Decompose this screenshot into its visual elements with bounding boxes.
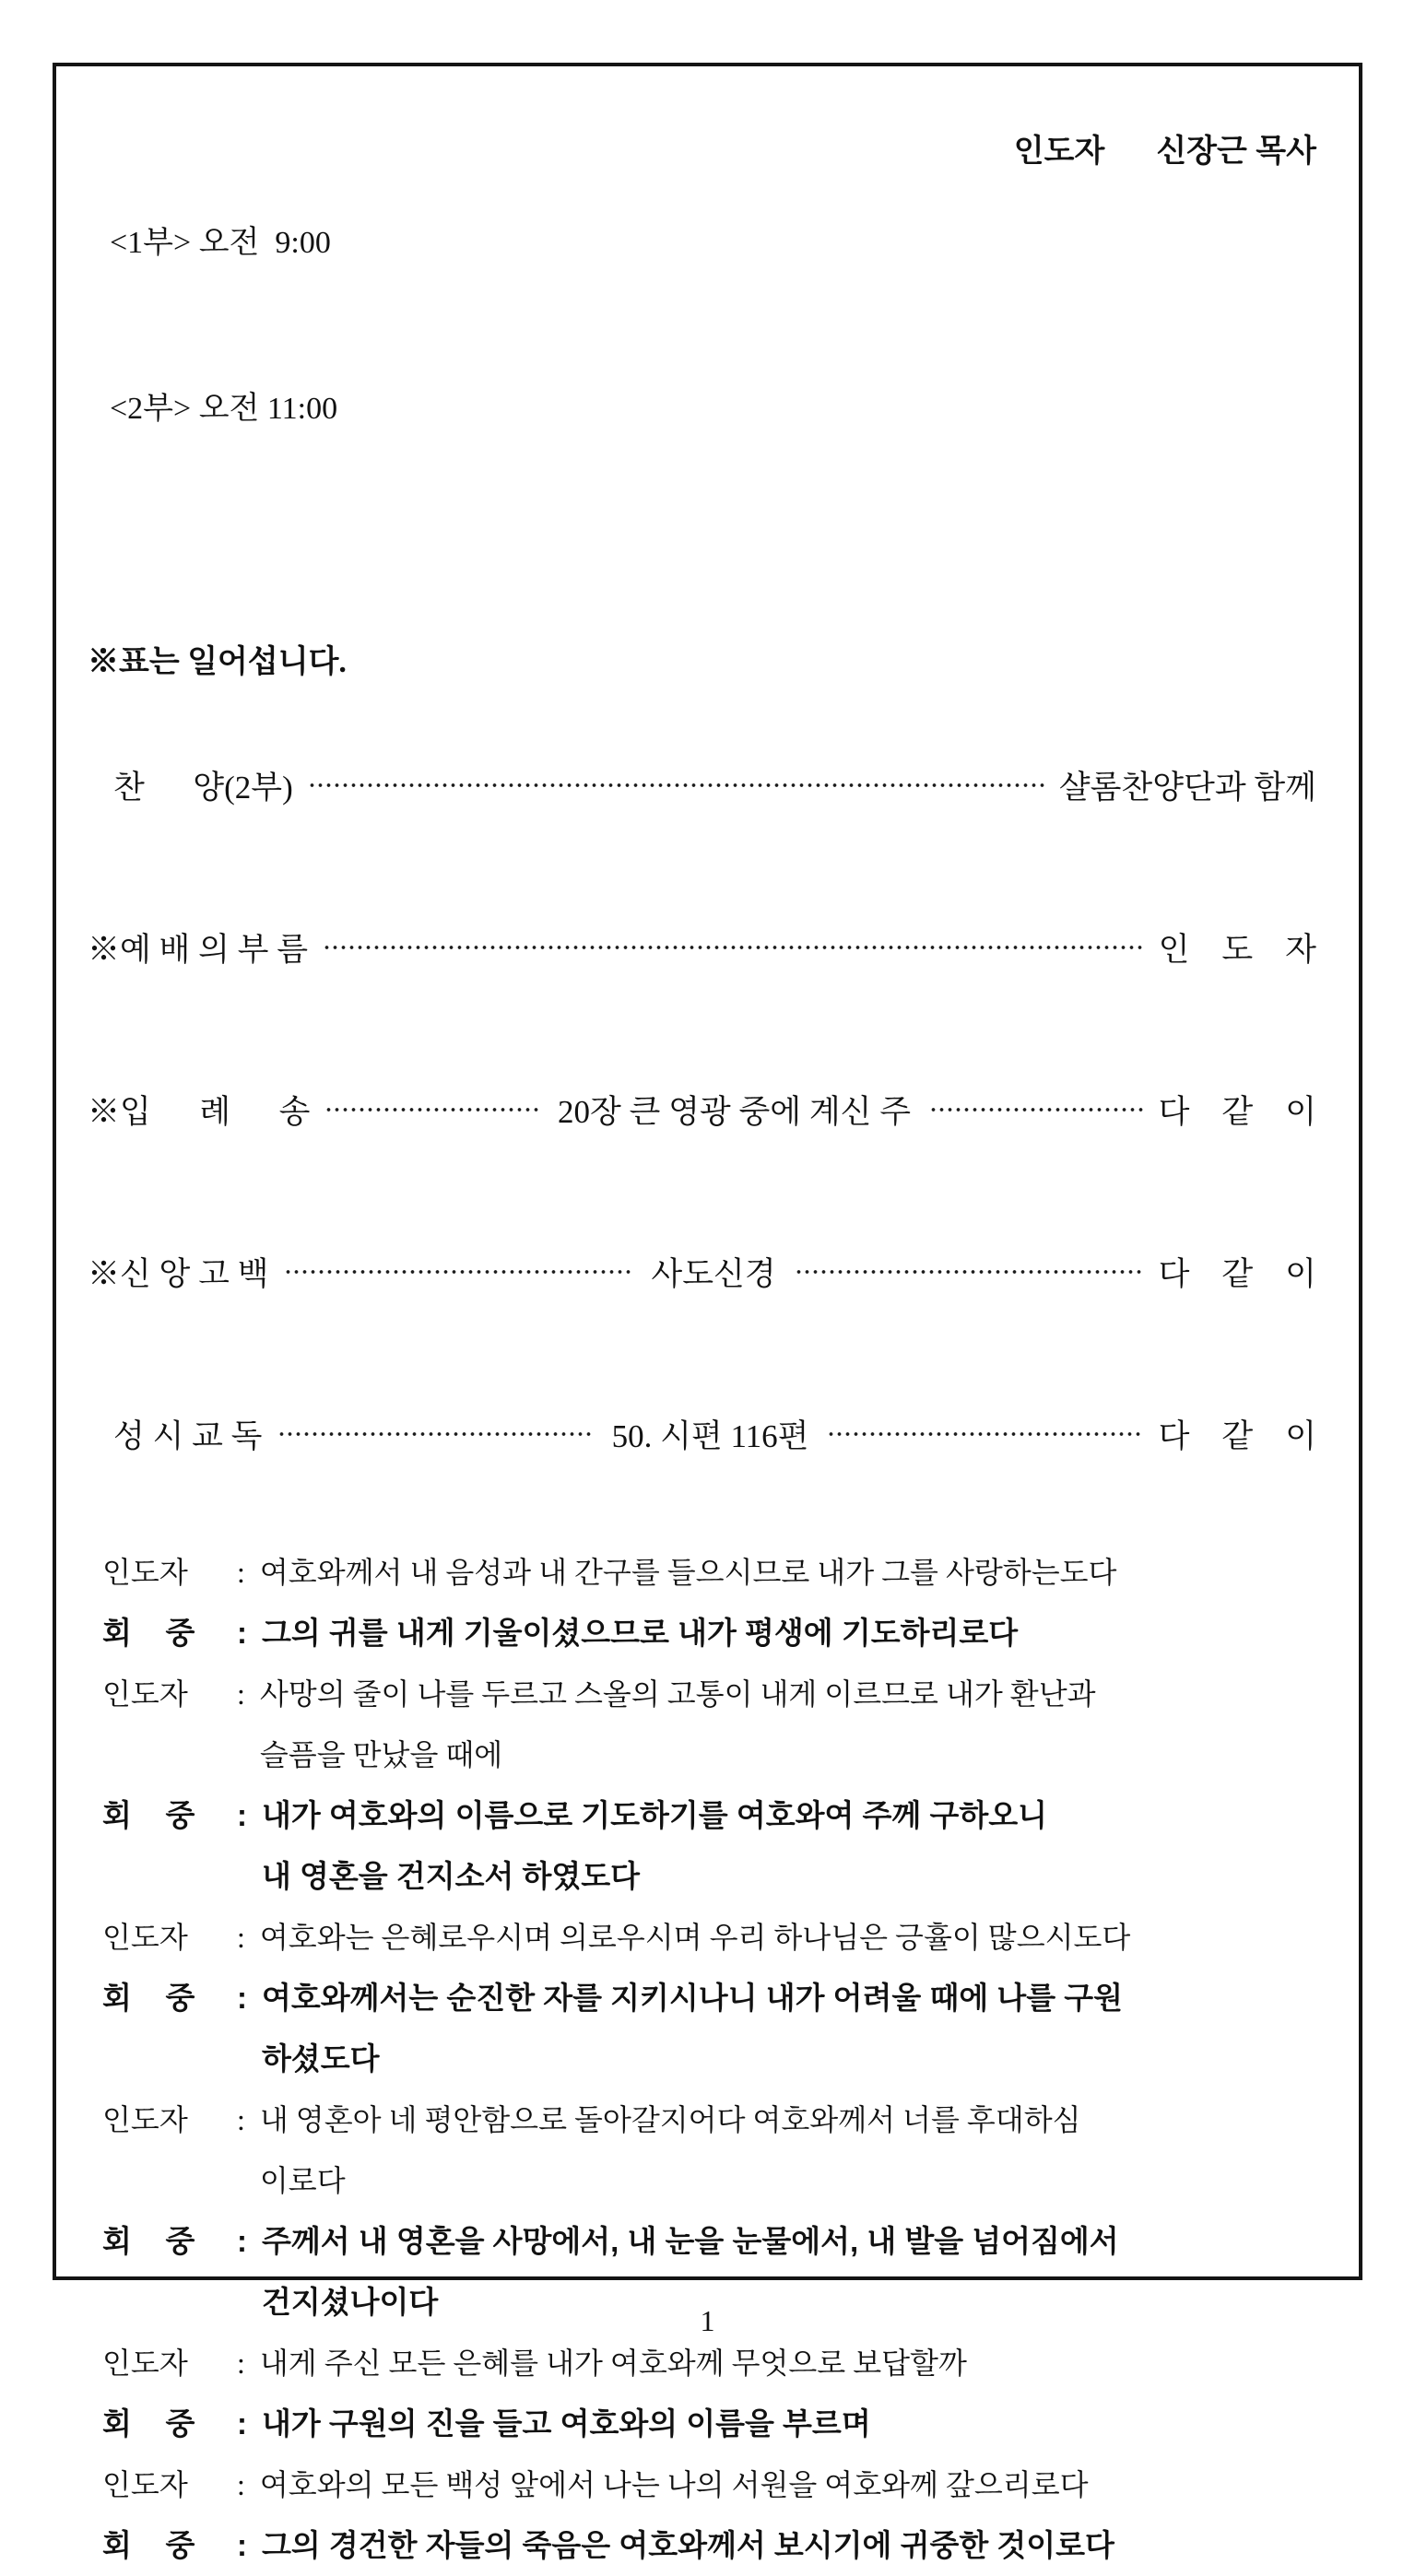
order-item-performer: 샬롬찬양단과 함께 (1058, 770, 1316, 806)
reading-text-continuation: 하셨도다 (262, 2041, 380, 2076)
reading-line (102, 2454, 1316, 2515)
order-item-title: ※예 배 의 부 름 (88, 932, 309, 968)
reading-text: 여호와께서 내 음성과 내 간구를 들으시므로 내가 그를 사랑하는도다 (259, 1556, 1117, 1589)
colon-separator: : (237, 1616, 247, 1650)
reading-line (102, 1907, 1316, 1968)
reading-speaker: 인도자 (102, 2347, 188, 2380)
reading-speaker: 회 중 (102, 1798, 195, 1832)
colon-separator: : (237, 1556, 245, 1589)
stand-note: ※표는 일어섭니다. (88, 645, 347, 679)
order-item-responsive-reading (88, 1411, 1316, 1457)
reading-text-continuation: 이로다 (259, 2164, 346, 2197)
reading-speaker: 인도자 (102, 1677, 188, 1711)
colon-separator: : (237, 1921, 245, 1954)
leader-label: 인도자 (1013, 134, 1105, 169)
order-of-worship (88, 762, 1316, 1457)
reading-text-continuation: 건지셨나이다 (262, 2285, 439, 2319)
order-item-performer: 인 도 자 (1158, 932, 1316, 968)
reading-text: 여호와는 은혜로우시며 의로우시며 우리 하나님은 긍휼이 많으시도다 (259, 1921, 1131, 1954)
reading-speaker: 인도자 (102, 1556, 188, 1589)
order-item-praise (88, 762, 1316, 808)
order-item-title: 찬 양(2부) (113, 770, 293, 806)
reading-text: 주께서 내 영혼을 사망에서, 내 눈을 눈물에서, 내 발을 넘어짐에서 (262, 2224, 1119, 2258)
service-times (88, 105, 337, 547)
order-item-title: 성 시 교 독 (113, 1418, 263, 1454)
reading-text: 사망의 줄이 나를 두르고 스올의 고통이 내게 이르므로 내가 환난과 (259, 1677, 1096, 1711)
reading-line (102, 2333, 1316, 2394)
reading-text: 여호와의 모든 백성 앞에서 나는 나의 서원을 여호와께 갚으리로다 (259, 2468, 1089, 2501)
order-item-detail: 50. 시편 116편 (611, 1418, 809, 1454)
reading-text: 그의 경건한 자들의 죽음은 여호와께서 보시기에 귀중한 것이로다 (262, 2528, 1114, 2562)
reading-speaker: 인도자 (102, 2468, 188, 2501)
dot-leader (284, 1268, 633, 1276)
colon-separator: : (237, 2406, 247, 2441)
reading-speaker: 회 중 (102, 2224, 195, 2258)
reading-line (102, 2394, 1316, 2454)
colon-separator: : (237, 2347, 245, 2380)
reading-line (102, 2089, 1316, 2211)
service-time-2: <2부> 오전 11:00 (110, 392, 338, 426)
reading-speaker: 회 중 (102, 1616, 195, 1650)
reading-line (102, 1664, 1316, 1785)
order-item-performer: 다 같 이 (1158, 1418, 1317, 1454)
header (88, 105, 1316, 547)
reading-text-continuation: 내 영혼을 건지소서 하였도다 (262, 1859, 641, 1893)
colon-separator: : (237, 2224, 247, 2258)
order-item-detail: 20장 큰 영광 중에 계신 주 (557, 1094, 912, 1130)
bulletin-border (53, 63, 1362, 2562)
reading-line (102, 1603, 1316, 1664)
colon-separator: : (237, 1677, 245, 1711)
order-item-introit-hymn (88, 1087, 1316, 1133)
reading-speaker: 인도자 (102, 1921, 188, 1954)
colon-separator: : (237, 1981, 247, 2015)
dot-leader (308, 782, 1044, 789)
reading-text: 그의 귀를 내게 기울이셨으므로 내가 평생에 기도하리로다 (262, 1616, 1019, 1650)
page-number: 1 (700, 2304, 715, 2337)
reading-speaker: 인도자 (102, 2103, 188, 2136)
order-item-performer: 다 같 이 (1158, 1256, 1316, 1292)
reading-text: 내가 여호와의 이름으로 기도하기를 여호와여 주께 구하오니 (262, 1798, 1047, 1832)
reading-line (102, 1542, 1316, 1603)
dot-leader (277, 1430, 594, 1438)
colon-separator: : (237, 2103, 245, 2136)
reading-speaker: 회 중 (102, 1981, 195, 2015)
responsive-reading-text (88, 1542, 1316, 2576)
reading-speaker: 회 중 (102, 2406, 195, 2441)
colon-separator: : (237, 2528, 247, 2562)
reading-text: 내가 구원의 진을 들고 여호와의 이름을 부르며 (262, 2406, 871, 2441)
order-item-detail: 사도신경 (651, 1256, 776, 1292)
reading-text: 내게 주신 모든 은혜를 내가 여호와께 무엇으로 보답할까 (259, 2347, 967, 2380)
dot-leader (795, 1268, 1144, 1276)
order-item-call-to-worship (88, 924, 1316, 970)
service-time-1: <1부> 오전 9:00 (110, 226, 331, 260)
order-item-confession-of-faith (88, 1249, 1316, 1295)
reading-speaker: 회 중 (102, 2528, 195, 2562)
order-item-title: ※신 앙 고 백 (88, 1256, 269, 1292)
colon-separator: : (237, 2468, 245, 2501)
reading-text: 여호와께서는 순진한 자를 지키시나니 내가 어려울 때에 나를 구원 (262, 1981, 1124, 2015)
reading-line (102, 1785, 1316, 1907)
order-item-performer: 다 같 이 (1158, 1094, 1317, 1130)
reading-line (102, 1968, 1316, 2089)
dot-leader (929, 1106, 1144, 1113)
leader-line (1014, 105, 1316, 171)
reading-line (102, 2515, 1316, 2576)
leader-name: 신장근 목사 (1156, 134, 1316, 169)
colon-separator: : (237, 1798, 247, 1832)
order-item-title: ※입 례 송 (88, 1094, 311, 1130)
reading-text: 내 영혼아 네 평안함으로 돌아갈지어다 여호와께서 너를 후대하심 (259, 2103, 1081, 2136)
dot-leader (323, 944, 1144, 951)
dot-leader (827, 1430, 1143, 1438)
reading-text-continuation: 슬픔을 만났을 때에 (259, 1738, 503, 1771)
dot-leader (324, 1106, 539, 1113)
